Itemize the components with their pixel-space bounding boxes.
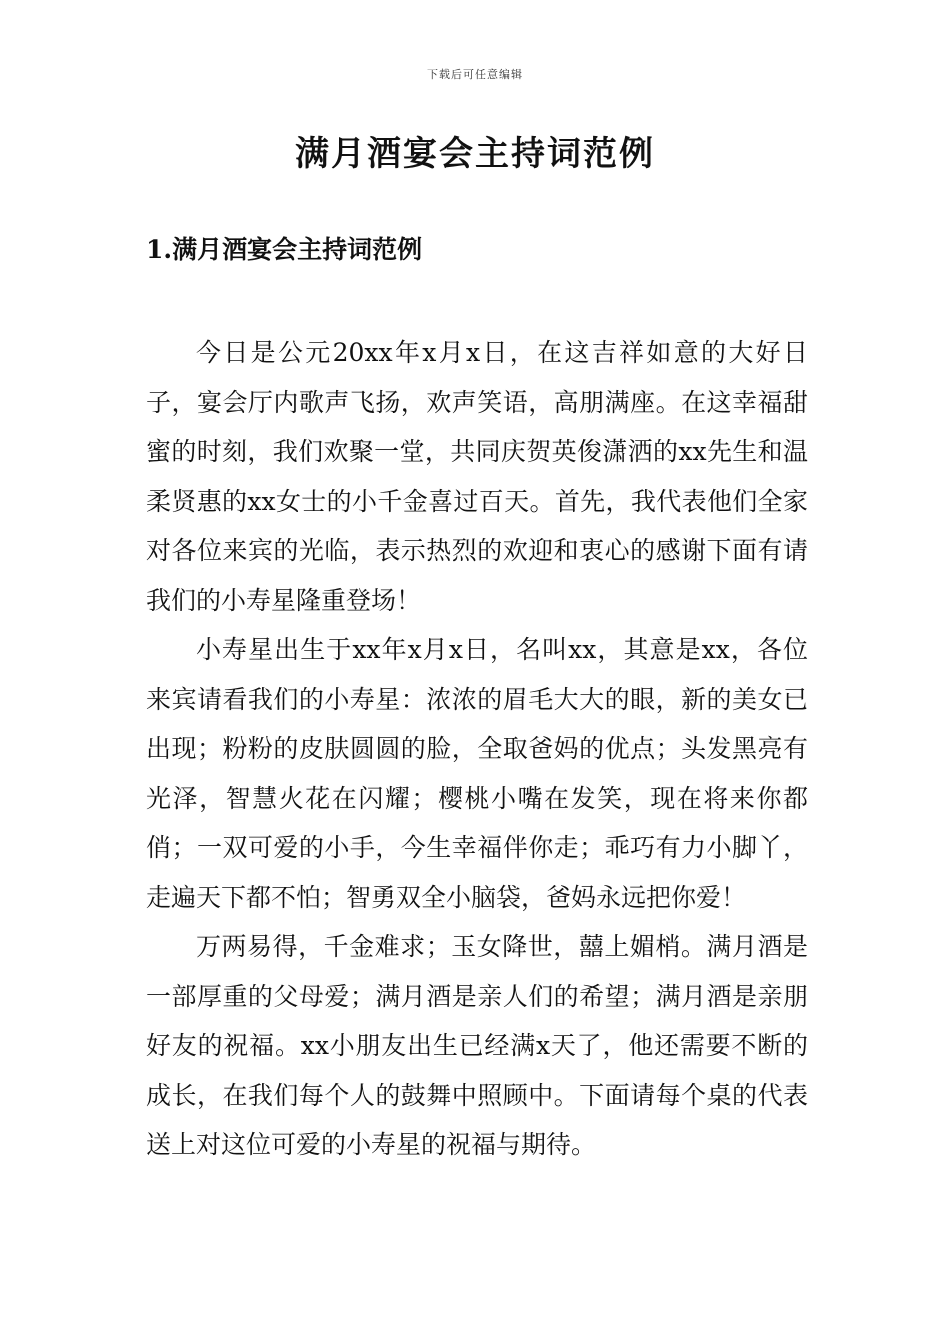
- paragraph-1: 今日是公元20xx年x月x日，在这吉祥如意的大好日子，宴会厅内歌声飞扬，欢声笑语，高朋满座。在这幸福甜蜜的时刻，我们欢聚一堂，共同庆贺英俊潇洒的xx先生和温柔贤惠的xx女士的小千金喜过百天。首先，我代表他们全家对各位来宾的光临，表示热烈的欢迎和衷心的感谢下面有请我们的小寿星隆重登场！: [146, 338, 808, 615]
- header-note: 下载后可任意编辑: [427, 68, 523, 81]
- paragraph-2: 小寿星出生于xx年x月x日，名叫xx，其意是xx，各位来宾请看我们的小寿星：浓浓的眉毛大大的眼，新的美女已出现；粉粉的皮肤圆圆的脸，全取爸妈的优点；头发黑亮有光泽，智慧火花在闪耀；樱桃小嘴在发笑，现在将来你都俏；一双可爱的小手，今生幸福伴你走；乖巧有力小脚丫，走遍天下都不怕；智勇双全小脑袋，爸妈永远把你爱！: [146, 635, 808, 912]
- paragraph-3: 万两易得，千金难求；玉女降世，囍上媚梢。满月酒是一部厚重的父母爱；满月酒是亲人们的希望；满月酒是亲朋好友的祝福。xx小朋友出生已经满x天了，他还需要不断的成长，在我们每个人的鼓舞中照顾中。下面请每个桌的代表送上对这位可爱的小寿星的祝福与期待。: [146, 932, 808, 1159]
- document-title: 满月酒宴会主持词范例: [295, 134, 655, 174]
- body-text: [146, 328, 808, 1170]
- section-heading: 1.满月酒宴会主持词范例: [146, 235, 423, 264]
